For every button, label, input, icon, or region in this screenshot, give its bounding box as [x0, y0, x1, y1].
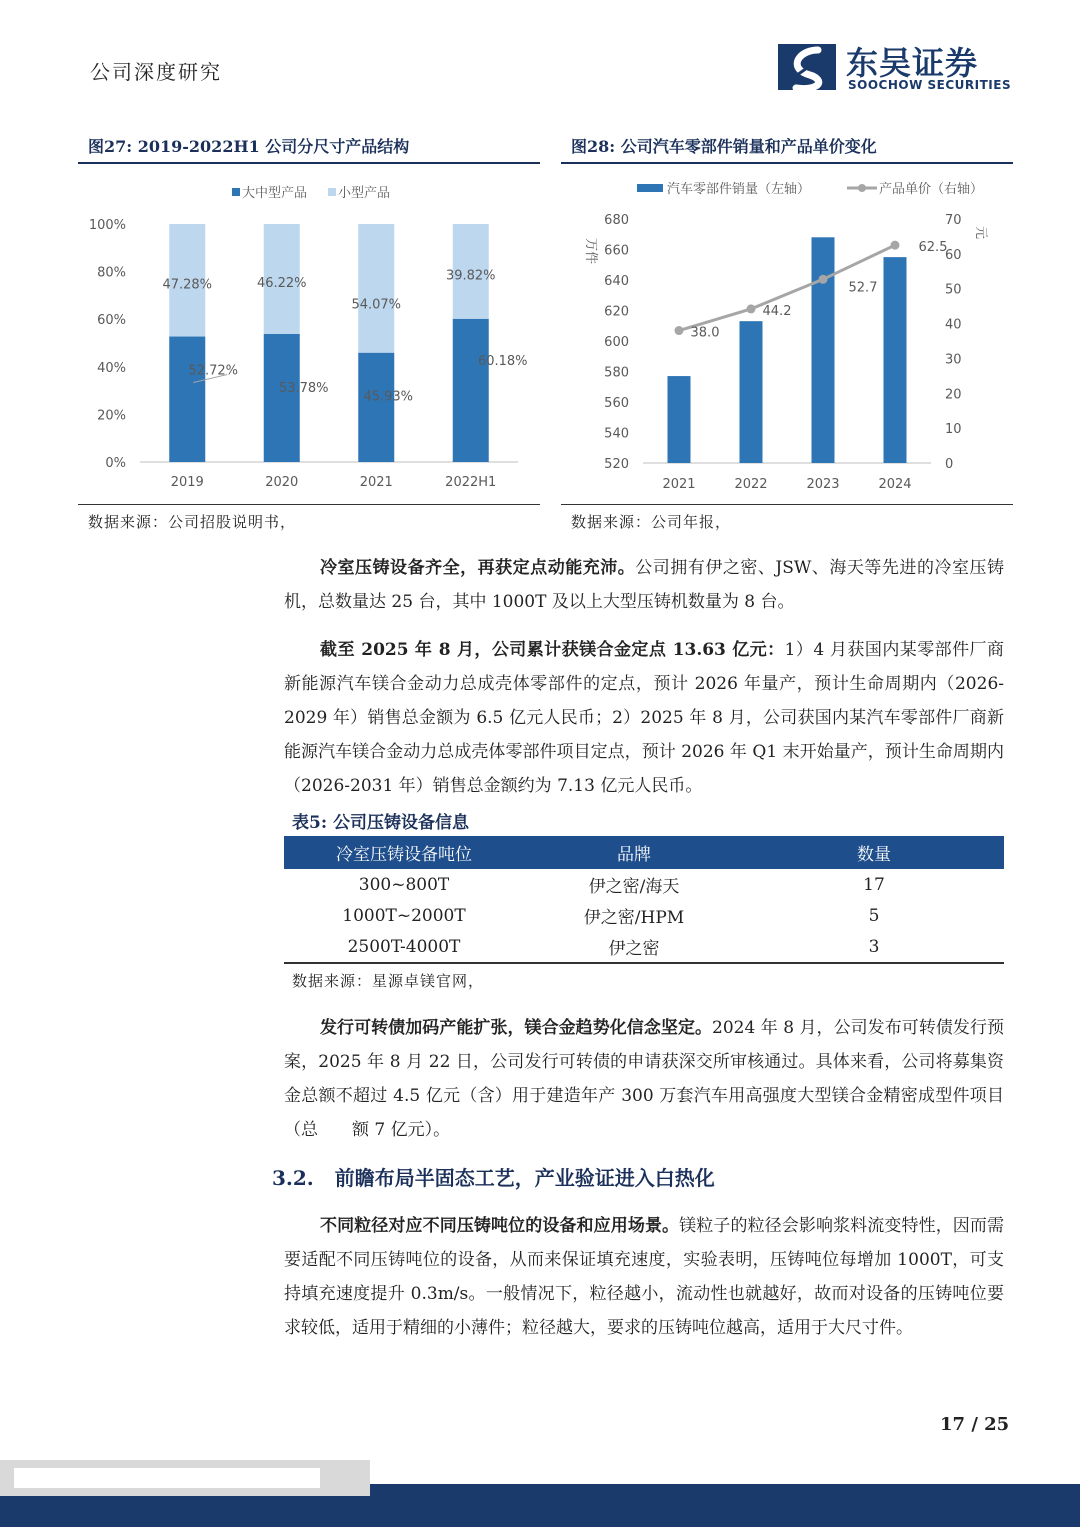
- table-row: [284, 931, 1004, 963]
- fig27-top-rule: [78, 162, 540, 164]
- fig28-chart: [561, 168, 1013, 498]
- table-header-brand: 品牌: [524, 836, 744, 869]
- y-left-tick-label: 640: [604, 274, 629, 289]
- equipment-table: [284, 836, 1004, 964]
- y-left-tick-label: 520: [604, 457, 629, 472]
- table-cell-tonnage: 2500T-4000T: [284, 931, 524, 963]
- x-tick-label: 2024: [878, 477, 912, 492]
- y-tick-label: 40%: [97, 360, 126, 376]
- soochow-logo-icon: [778, 40, 836, 92]
- table5-title: 表5: 公司压铸设备信息: [292, 813, 470, 833]
- data-label-unit-price: 52.7: [848, 280, 878, 296]
- section-number: 3.2.: [272, 1166, 314, 1190]
- x-tick-label: 2021: [359, 475, 393, 490]
- logo-english-name: SOOCHOW SECURITIES: [848, 78, 1012, 92]
- y-right-tick-label: 70: [945, 213, 962, 228]
- y-right-tick-label: 30: [945, 352, 962, 368]
- y-tick-label: 60%: [97, 313, 126, 329]
- x-tick-label: 2023: [806, 477, 840, 492]
- table-cell-brand: 伊之密: [524, 931, 744, 963]
- table-cell-quantity: 5: [868, 905, 880, 926]
- table-cell-brand: 伊之密/HPM: [583, 908, 685, 928]
- y-left-tick-label: 660: [604, 243, 629, 259]
- table-row: [284, 869, 1004, 900]
- section-heading: [272, 1162, 715, 1191]
- y-tick-label: 0%: [105, 456, 126, 471]
- y-tick-label: 20%: [97, 408, 126, 424]
- data-label-small: 39.82%: [445, 268, 496, 284]
- para3-body: 2024 年 8 月，公司发布可转债发行预案，2025 年 8 月 22 日，公司发行可转债的申请获深交所审核通过。具体来看，公司将募集资金总额不超过 4.5 亿元（含）用于建造年产 300 万套汽车用高强度大型镁合金精密成型件项目（总 额 7 亿元）。: [284, 1018, 1004, 1140]
- bar-large-medium: [358, 353, 394, 462]
- para2-bold-lead: 截至 2025 年 8 月，公司累计获镁合金定点 13.63 亿元：: [320, 640, 785, 660]
- legend-bar-label: 汽车零部件销量（左轴）: [667, 182, 811, 197]
- table-cell-quantity: 3: [744, 931, 1004, 963]
- data-label-unit-price: 62.5: [918, 240, 948, 256]
- legend-bar-swatch: [637, 184, 663, 192]
- fig28-title: 图28: 公司汽车零部件销量和产品单价变化: [571, 137, 877, 156]
- y-right-tick-label: 0: [945, 457, 954, 472]
- fig28-source: 数据来源：公司年报，: [571, 513, 732, 531]
- y-tick-label: 80%: [97, 265, 126, 281]
- line-marker: [891, 241, 900, 250]
- para2-body: 1）4 月获国内某零部件厂商新能源汽车镁合金动力总成壳体零部件的定点，预计 2026 年量产，预计生命周期内（2026-2029 年）销售总金额为 6.5 亿元人民币；2）2025 年 8 月，公司获国内某汽车零部件厂商新能源汽车镁合金动力总成壳体零部件项目定点，预计 2026 年 Q1 末开始量产，预计生命周期内（2026-2031 年）销售总金额约为 7.13 亿元人民币。: [284, 640, 1004, 796]
- table5-source: 数据来源：星源卓镁官网，: [292, 972, 485, 990]
- data-label-large-medium: 60.18%: [477, 353, 528, 369]
- legend-swatch: [232, 188, 240, 196]
- legend-swatch: [328, 188, 336, 196]
- data-label-unit-price: 44.2: [762, 303, 792, 319]
- x-tick-label: 2019: [170, 475, 204, 490]
- bar-sales-volume: [812, 237, 835, 463]
- y-right-tick-label: 40: [945, 317, 962, 333]
- paragraph-die-casting-equipment: [284, 551, 1004, 619]
- bar-large-medium: [453, 319, 489, 462]
- data-label-small: 47.28%: [162, 277, 213, 293]
- paragraph-magnesium-orders: [284, 633, 1004, 803]
- data-label-small: 46.22%: [256, 276, 307, 292]
- para4-bold-lead: 不同粒径对应不同压铸吨位的设备和应用场景。: [320, 1216, 680, 1236]
- fig27-source: 数据来源：公司招股说明书，: [88, 513, 297, 531]
- bar-sales-volume: [884, 257, 907, 463]
- page-number: 17 / 25: [940, 1414, 1010, 1435]
- para3-bold-lead: 发行可转债加码产能扩张，镁合金趋势化信念坚定。: [320, 1018, 713, 1038]
- y-right-tick-label: 10: [945, 422, 962, 438]
- para4-body: 镁粒子的粒径会影响浆料流变特性，因而需要适配不同压铸吨位的设备，从而来保证填充速度，实验表明，压铸吨位每增加 1000T，可支持填充速度提升 0.3m/s。一般情况下，粒径越小，流动性也就越好，故而对设备的压铸吨位要求较低，适用于精细的小薄件；粒径越大，要求的压铸吨位越高，适用于大尺寸件。: [284, 1216, 1005, 1338]
- line-marker: [819, 275, 828, 284]
- y-left-tick-label: 620: [604, 304, 629, 320]
- y-right-tick-label: 50: [945, 282, 962, 298]
- bar-sales-volume: [740, 321, 763, 463]
- y-left-tick-label: 600: [604, 335, 629, 350]
- legend-line-marker: [858, 184, 866, 192]
- x-tick-label: 2021: [662, 477, 696, 492]
- soochow-logo: [778, 40, 1012, 94]
- x-tick-label: 2020: [265, 475, 299, 490]
- bar-large-medium: [264, 334, 300, 462]
- y-right-tick-label: 60: [945, 247, 962, 263]
- para1-body: 公司拥有伊之密、JSW、海天等先进的冷室压铸机，总数量达 25 台，其中 1000T 及以上大型压铸机数量为 8 台。: [284, 558, 1005, 612]
- paragraph-convertible-bond: [284, 1011, 1004, 1147]
- paragraph-particle-size: [284, 1209, 1004, 1345]
- logo-chinese-name: 东吴证券: [846, 44, 979, 82]
- bar-sales-volume: [668, 376, 691, 463]
- table-header-quantity: 数量: [744, 836, 1004, 869]
- table-cell-tonnage: 1000T~2000T: [342, 905, 466, 926]
- legend-line-label: 产品单价（右轴）: [879, 182, 984, 197]
- x-tick-label: 2022: [734, 477, 768, 492]
- line-marker: [675, 326, 684, 335]
- data-label-large-medium: 45.93%: [363, 389, 414, 405]
- table-cell-quantity: 17: [863, 874, 885, 895]
- legend-label: 小型产品: [338, 186, 391, 201]
- bar-large-medium: [169, 337, 205, 462]
- data-label-large-medium: 52.72%: [188, 363, 239, 379]
- y-left-tick-label: 580: [604, 365, 629, 381]
- x-tick-label: 2022H1: [445, 475, 497, 490]
- data-label-small: 54.07%: [351, 297, 402, 313]
- y-right-tick-label: 20: [945, 387, 962, 403]
- table-row: [284, 900, 1004, 931]
- report-type-label: 公司深度研究: [90, 60, 222, 84]
- fig28-bottom-rule: [561, 504, 1013, 505]
- y-tick-label: 100%: [88, 218, 126, 233]
- fig28-top-rule: [561, 162, 1013, 164]
- line-marker: [747, 304, 756, 313]
- table-header-tonnage: 冷室压铸设备吨位: [284, 836, 524, 869]
- data-label-unit-price: 38.0: [690, 325, 720, 341]
- table-header-row: [284, 836, 1004, 869]
- footer-box-inner: [14, 1468, 320, 1488]
- table-cell-tonnage: 300~800T: [358, 874, 450, 895]
- fig27-bottom-rule: [78, 504, 540, 505]
- y-left-tick-label: 540: [604, 426, 629, 442]
- fig27-title: 图27: 2019-2022H1 公司分尺寸产品结构: [88, 137, 410, 156]
- legend-label: 大中型产品: [242, 186, 308, 201]
- y-left-tick-label: 560: [604, 396, 629, 411]
- y-left-axis-title: 万件: [583, 238, 598, 265]
- y-left-tick-label: 680: [604, 213, 629, 228]
- para1-bold-lead: 冷室压铸设备齐全，再获定点动能充沛。: [320, 558, 636, 578]
- bar-small: [358, 224, 394, 353]
- data-label-large-medium: 53.78%: [278, 381, 329, 397]
- y-right-axis-title: 元: [973, 226, 988, 240]
- fig27-chart: [78, 168, 540, 498]
- table-cell-brand: 伊之密/海天: [588, 877, 680, 897]
- section-title: 前瞻布局半固态工艺，产业验证进入白热化: [334, 1166, 715, 1190]
